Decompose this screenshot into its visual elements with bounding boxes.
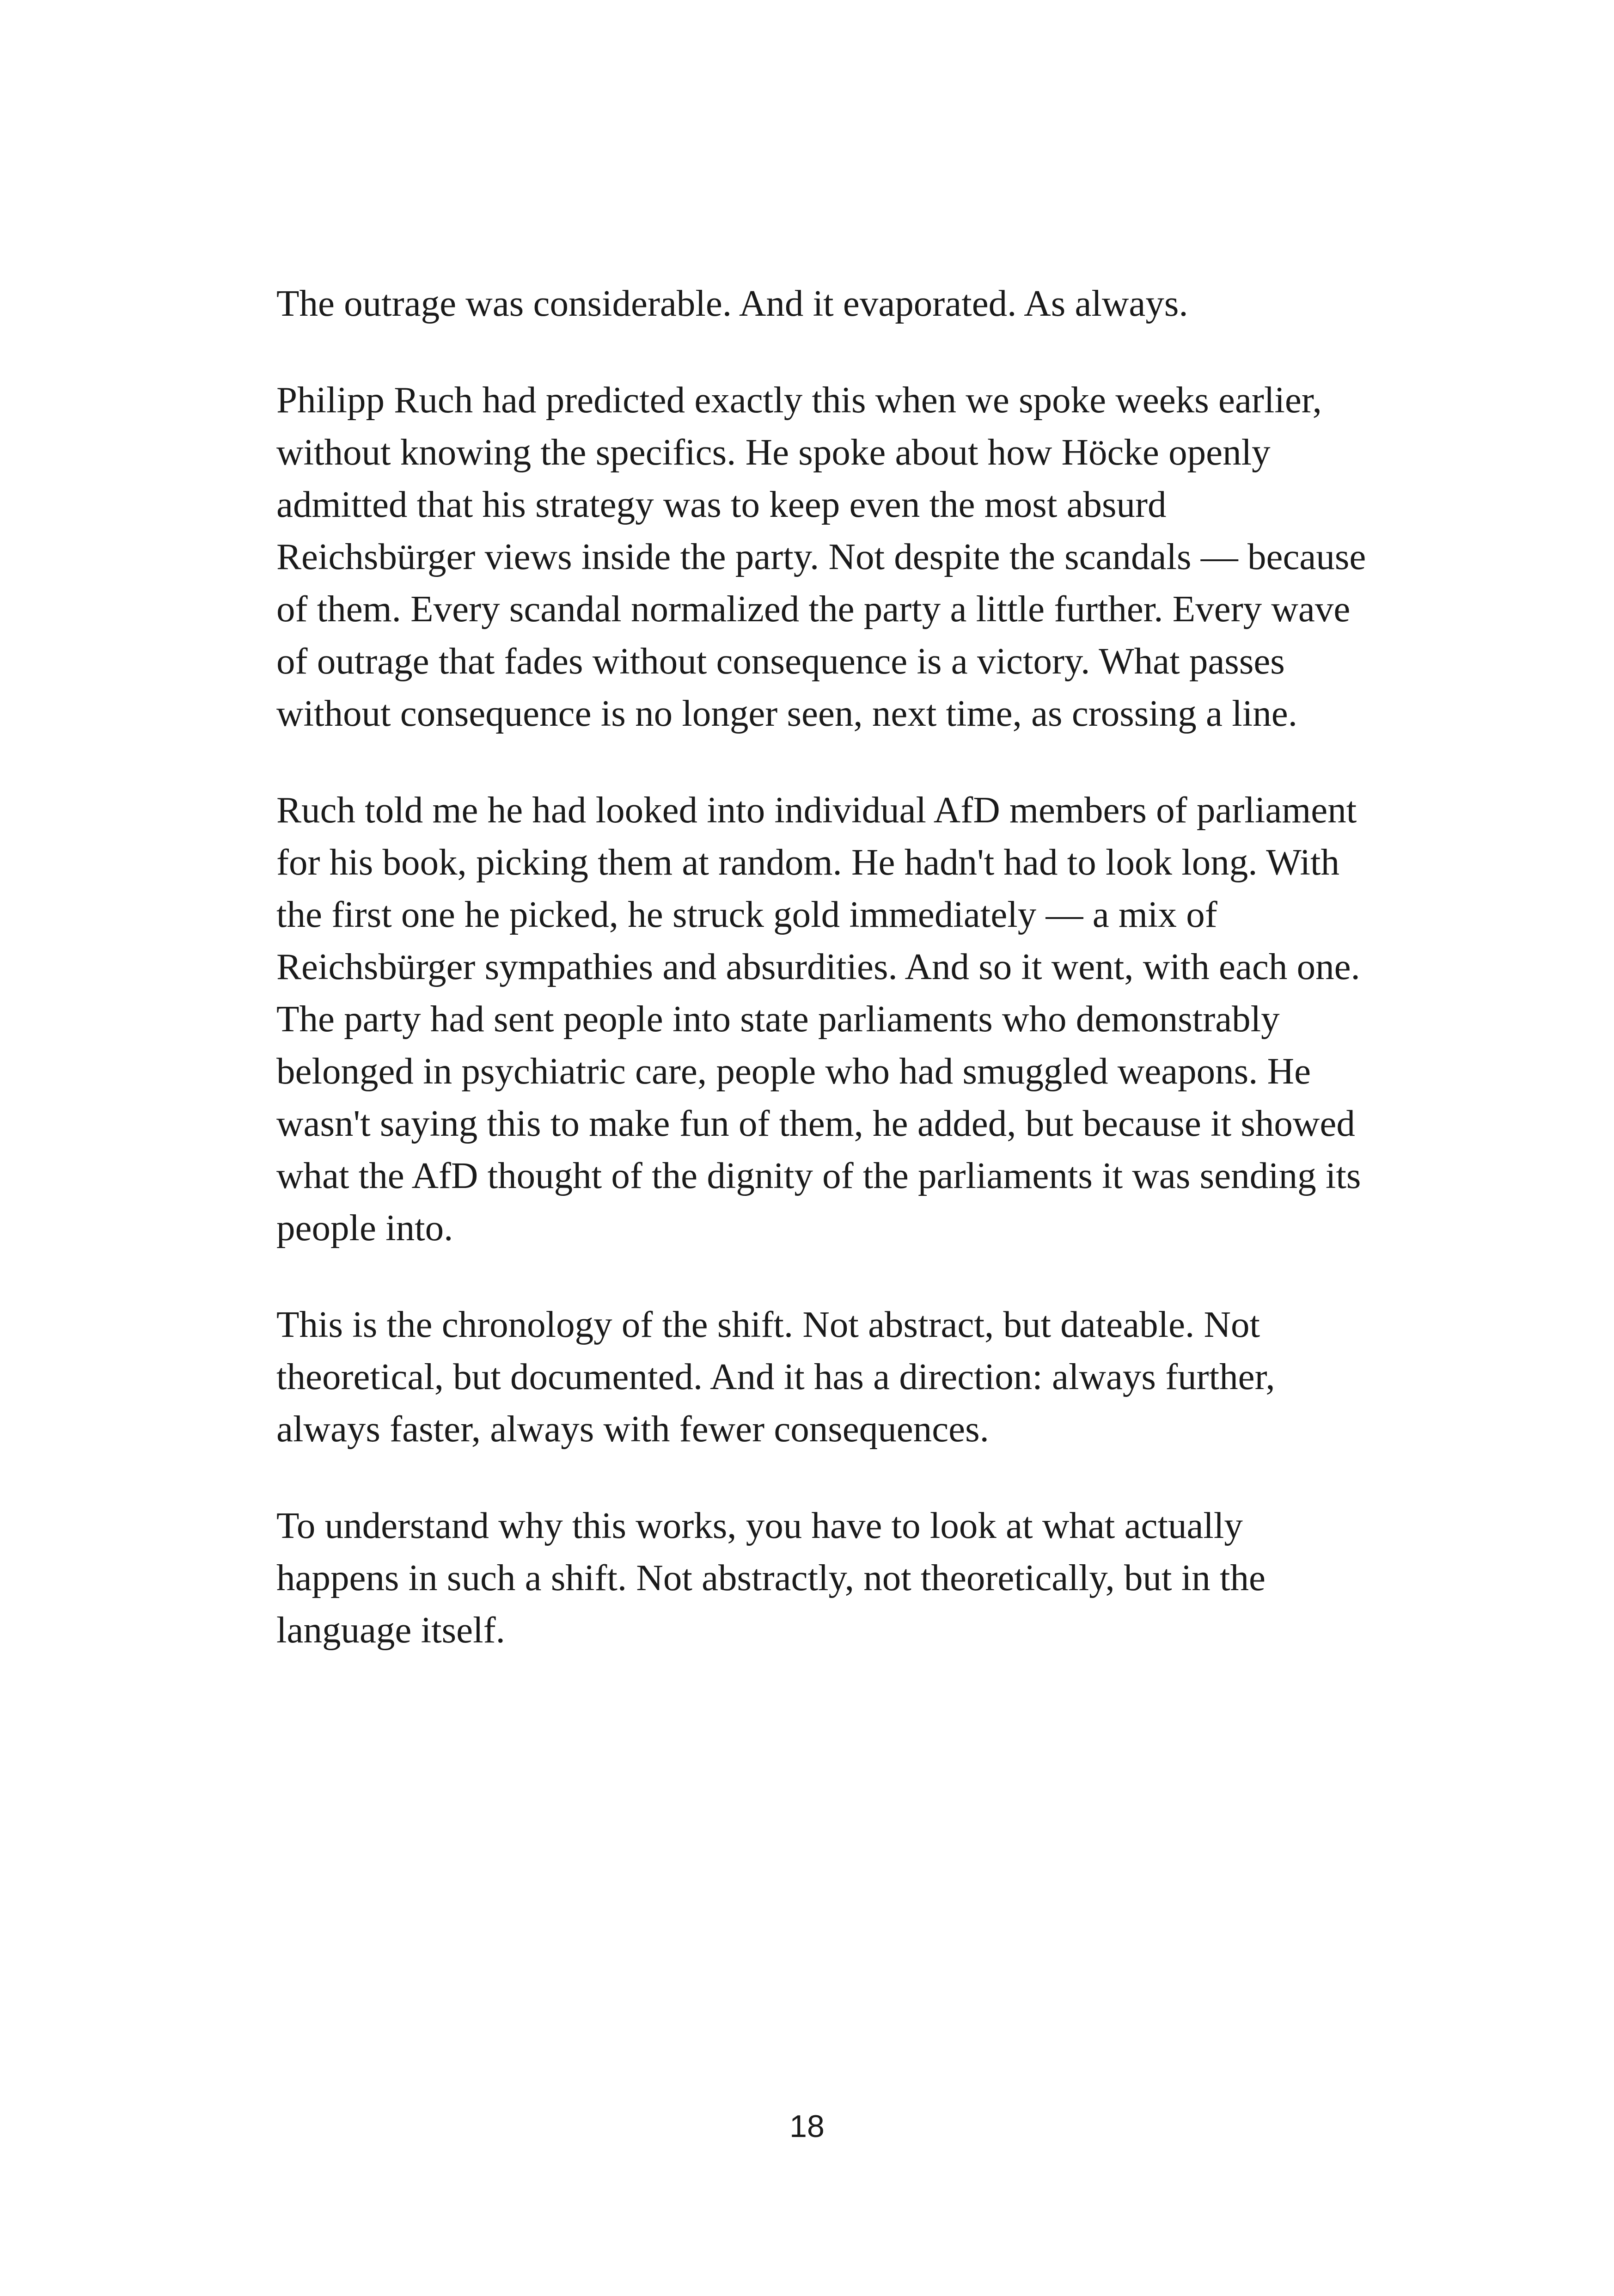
body-text	[276, 277, 1367, 1701]
paragraph-5: To understand why this works, you have to look at what actually happens in such a shift. Not abstractly, not theoretically, but in the language itself.	[276, 1505, 1266, 1651]
page-number: 18	[789, 2109, 825, 2144]
paragraph-4: This is the chronology of the shift. Not abstract, but dateable. Not theoretical, but documented. And it has a direction: always further, always faster, always with fewer consequences.	[276, 1304, 1275, 1450]
paragraph-3: Ruch told me he had looked into individual AfD members of parliament for his book, picking them at random. He hadn't had to look long. With the first one he picked, he struck gold immediately — a mix of Reichsbürger sympathies and absurdities. And so it went, with each one. The party had sent people into state parliaments who demonstrably belonged in psychiatric care, people who had smuggled weapons. He wasn't saying this to make fun of them, he added, but because it showed what the AfD thought of the dignity of the parliaments it was sending its people into.	[276, 789, 1361, 1249]
paragraph-1: The outrage was considerable. And it evaporated. As always.	[276, 282, 1188, 324]
paragraph-2: Philipp Ruch had predicted exactly this when we spoke weeks earlier, without knowing the specifics. He spoke about how Höcke openly admitted that his strategy was to keep even the most absurd Reichsbürger views inside the party. Not despite the scandals — because of them. Every scandal normalized the party a little further. Every wave of outrage that fades without consequence is a victory. What passes without consequence is no longer seen, next time, as crossing a line.	[276, 379, 1366, 734]
